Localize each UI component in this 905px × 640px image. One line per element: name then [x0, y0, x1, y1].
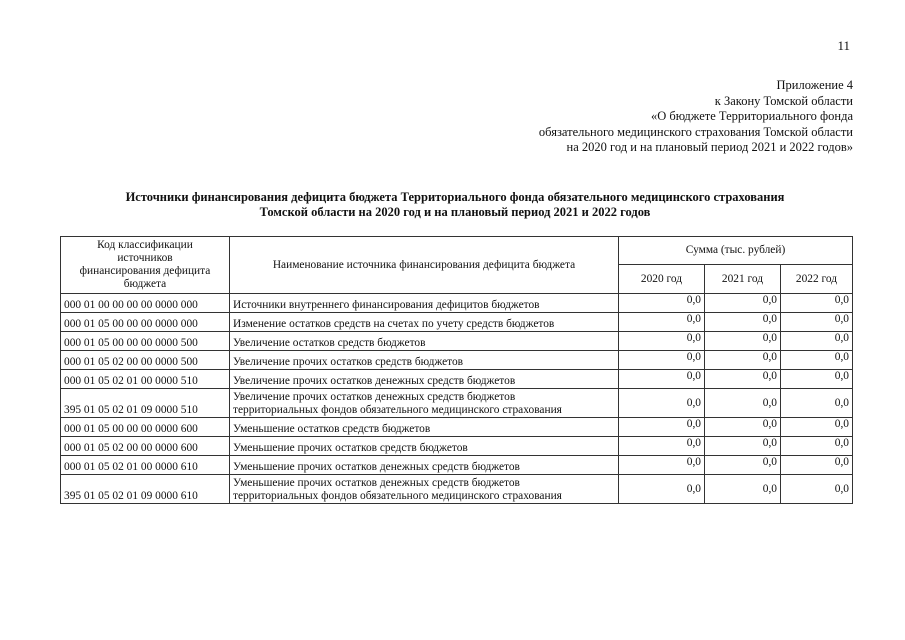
table-row [61, 294, 853, 313]
cell-value-2020: 0,0 [619, 351, 705, 370]
table-row [61, 437, 853, 456]
cell-code: 000 01 05 00 00 00 0000 000 [61, 313, 230, 332]
table-row [61, 351, 853, 370]
cell-name: Уменьшение прочих остатков денежных средств бюджетов [230, 456, 619, 475]
cell-code: 000 01 00 00 00 00 0000 000 [61, 294, 230, 313]
cell-value-2020: 0,0 [619, 294, 705, 313]
header-code-line: финансирования дефицита [79, 265, 211, 277]
cell-name: Уменьшение прочих остатков средств бюджетов [230, 437, 619, 456]
appendix-line: «О бюджете Территориального фонда [650, 109, 853, 123]
cell-value-2021: 0,0 [705, 351, 781, 370]
cell-value-2020: 0,0 [619, 437, 705, 456]
cell-name: Увеличение прочих остатков денежных средств бюджетов [230, 370, 619, 389]
cell-value-2021: 0,0 [705, 418, 781, 437]
appendix-line: на 2020 год и на плановый период 2021 и 2022 годов» [566, 140, 853, 154]
cell-value-2022: 0,0 [781, 418, 853, 437]
cell-code: 395 01 05 02 01 09 0000 610 [61, 475, 230, 504]
cell-value-2022: 0,0 [781, 313, 853, 332]
cell-value-2020: 0,0 [619, 475, 705, 504]
cell-name [230, 475, 619, 504]
cell-name: Изменение остатков средств на счетах по учету средств бюджетов [230, 313, 619, 332]
cell-value-2022: 0,0 [781, 475, 853, 504]
cell-code: 000 01 05 02 00 00 0000 600 [61, 437, 230, 456]
cell-value-2022: 0,0 [781, 456, 853, 475]
cell-value-2021: 0,0 [705, 437, 781, 456]
table-row [61, 389, 853, 418]
table-row [61, 332, 853, 351]
cell-name [230, 389, 619, 418]
cell-name-line: территориальных фондов обязательного медицинского страхования [233, 404, 562, 416]
cell-name-line: Уменьшение прочих остатков денежных средств бюджетов [233, 477, 520, 489]
cell-value-2021: 0,0 [705, 294, 781, 313]
cell-name: Увеличение прочих остатков средств бюджетов [230, 351, 619, 370]
cell-value-2021: 0,0 [705, 475, 781, 504]
cell-value-2022: 0,0 [781, 437, 853, 456]
title-line: Томской области на 2020 год и на плановый период 2021 и 2022 годов [259, 205, 651, 219]
cell-value-2020: 0,0 [619, 332, 705, 351]
cell-code: 000 01 05 02 00 00 0000 500 [61, 351, 230, 370]
cell-code: 000 01 05 00 00 00 0000 600 [61, 418, 230, 437]
cell-value-2022: 0,0 [781, 294, 853, 313]
cell-value-2020: 0,0 [619, 313, 705, 332]
cell-code: 000 01 05 02 01 00 0000 610 [61, 456, 230, 475]
cell-name-line: Увеличение прочих остатков денежных средств бюджетов [233, 391, 516, 403]
cell-value-2020: 0,0 [619, 370, 705, 389]
appendix-line: к Закону Томской области [714, 93, 853, 108]
cell-value-2020: 0,0 [619, 456, 705, 475]
cell-value-2022: 0,0 [781, 389, 853, 418]
header-year-2020: 2020 год [619, 265, 705, 294]
cell-value-2020: 0,0 [619, 389, 705, 418]
page-number: 11 [837, 38, 850, 53]
header-sum: Сумма (тыс. рублей) [619, 237, 853, 265]
cell-value-2022: 0,0 [781, 370, 853, 389]
header-name: Наименование источника финансирования дефицита бюджета [230, 237, 619, 294]
header-code-line: источников [117, 252, 173, 264]
appendix-reference [539, 78, 853, 156]
cell-value-2021: 0,0 [705, 370, 781, 389]
table-row [61, 313, 853, 332]
cell-name: Уменьшение остатков средств бюджетов [230, 418, 619, 437]
appendix-line: обязательного медицинского страхования Томской области [538, 124, 853, 139]
cell-value-2020: 0,0 [619, 418, 705, 437]
table-row [61, 475, 853, 504]
cell-value-2021: 0,0 [705, 456, 781, 475]
cell-name-line: территориальных фондов обязательного медицинского страхования [233, 490, 562, 502]
header-code-line: бюджета [123, 278, 167, 290]
cell-code: 395 01 05 02 01 09 0000 510 [61, 389, 230, 418]
header-code-line: Код классификации [97, 239, 193, 251]
header-code [61, 237, 230, 294]
header-year-2021: 2021 год [705, 265, 781, 294]
cell-value-2021: 0,0 [705, 313, 781, 332]
cell-code: 000 01 05 02 01 00 0000 510 [61, 370, 230, 389]
appendix-line: Приложение 4 [776, 78, 853, 92]
header-year-2022: 2022 год [781, 265, 853, 294]
cell-value-2022: 0,0 [781, 332, 853, 351]
cell-code: 000 01 05 00 00 00 0000 500 [61, 332, 230, 351]
table-row [61, 370, 853, 389]
document-title [55, 190, 855, 220]
table-row [61, 456, 853, 475]
cell-value-2021: 0,0 [705, 389, 781, 418]
cell-name: Увеличение остатков средств бюджетов [230, 332, 619, 351]
cell-value-2021: 0,0 [705, 332, 781, 351]
financing-sources-table [60, 236, 853, 504]
cell-name: Источники внутреннего финансирования дефицитов бюджетов [230, 294, 619, 313]
title-line: Источники финансирования дефицита бюджета Территориального фонда обязательного медицинского страхования [125, 190, 785, 204]
cell-value-2022: 0,0 [781, 351, 853, 370]
table-row [61, 418, 853, 437]
